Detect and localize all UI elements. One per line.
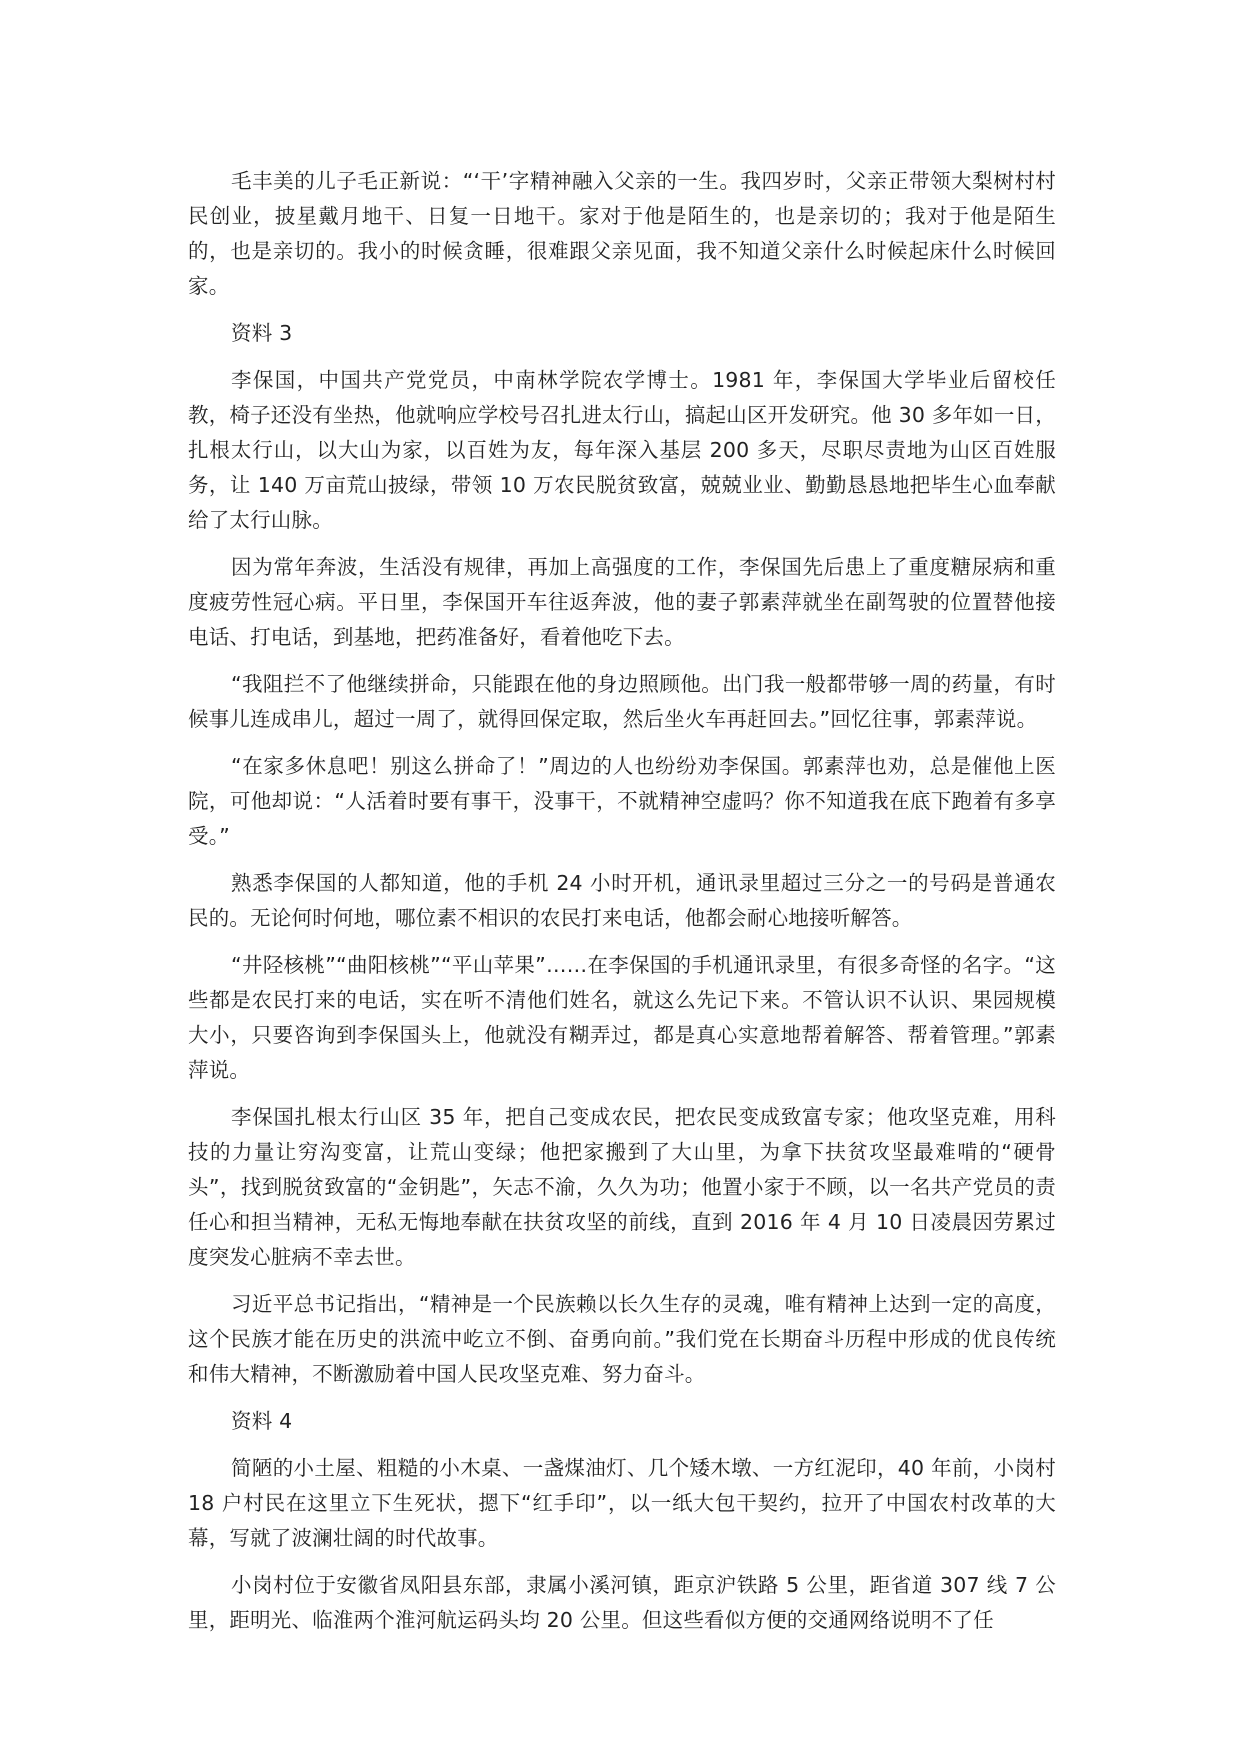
paragraph: 李保国扎根太行山区 35 年，把自己变成农民，把农民变成致富专家；他攻坚克难，用科技的力量让穷沟变富，让荒山变绿；他把家搬到了大山里，为拿下扶贫攻坚最难啃的“硬骨头”，找到脱贫致富的“金钥匙”，矢志不渝，久久为功；他置小家于不顾，以一名共产党员的责任心和担当精神，无私无悔地奉献在扶贫攻坚的前线，直到 2016 年 4 月 10 日凌晨因劳累过度突发心脏病不幸去世。 [188, 1105, 1056, 1269]
paragraph: 熟悉李保国的人都知道，他的手机 24 小时开机，通讯录里超过三分之一的号码是普通农民的。无论何时何地，哪位素不相识的农民打来电话，他都会耐心地接听解答。 [188, 871, 1056, 930]
paragraph: 因为常年奔波，生活没有规律，再加上高强度的工作，李保国先后患上了重度糖尿病和重度疲劳性冠心病。平日里，李保国开车往返奔波，他的妻子郭素萍就坐在副驾驶的位置替他接电话、打电话，到基地，把药准备好，看着他吃下去。 [188, 555, 1056, 649]
paragraph: “井陉核桃”“曲阳核桃”“平山苹果”……在李保国的手机通讯录里，有很多奇怪的名字。“这些都是农民打来的电话，实在听不清他们姓名，就这么先记下来。不管认识不认识、果园规模大小，只要咨询到李保国头上，他就没有糊弄过，都是真心实意地帮着解答、帮着管理。”郭素萍说。 [188, 953, 1056, 1082]
paragraph: “在家多休息吧！别这么拼命了！”周边的人也纷纷劝李保国。郭素萍也劝，总是催他上医院，可他却说：“人活着时要有事干，没事干，不就精神空虚吗？你不知道我在底下跑着有多享受。” [188, 754, 1056, 848]
paragraph: 简陋的小土屋、粗糙的小木桌、一盏煤油灯、几个矮木墩、一方红泥印，40 年前，小岗村 18 户村民在这里立下生死状，摁下“红手印”，以一纸大包干契约，拉开了中国农村改革的大幕，写就了波澜壮阔的时代故事。 [188, 1456, 1056, 1550]
paragraph: 毛丰美的儿子毛正新说：“‘干’字精神融入父亲的一生。我四岁时，父亲正带领大梨树村村民创业，披星戴月地干、日复一日地干。家对于他是陌生的，也是亲切的；我对于他是陌生的，也是亲切的。我小的时候贪睡，很难跟父亲见面，我不知道父亲什么时候起床什么时候回家。 [188, 169, 1056, 298]
paragraph: “我阻拦不了他继续拼命，只能跟在他的身边照顾他。出门我一般都带够一周的药量，有时候事儿连成串儿，超过一周了，就得回保定取，然后坐火车再赶回去。”回忆往事，郭素萍说。 [188, 672, 1056, 731]
paragraph: 习近平总书记指出，“精神是一个民族赖以长久生存的灵魂，唯有精神上达到一定的高度，这个民族才能在历史的洪流中屹立不倒、奋勇向前。”我们党在长期奋斗历程中形成的优良传统和伟大精神，不断激励着中国人民攻坚克难、努力奋斗。 [188, 1292, 1056, 1386]
paragraph: 小岗村位于安徽省凤阳县东部，隶属小溪河镇，距京沪铁路 5 公里，距省道 307 线 7 公里，距明光、临淮两个淮河航运码头均 20 公里。但这些看似方便的交通网络说明不了任 [188, 1573, 1056, 1632]
paragraph: 李保国，中国共产党党员，中南林学院农学博士。1981 年，李保国大学毕业后留校任教，椅子还没有坐热，他就响应学校号召扎进太行山，搞起山区开发研究。他 30 多年如一日，扎根太行山，以大山为家，以百姓为友，每年深入基层 200 多天，尽职尽责地为山区百姓服务，让 140 万亩荒山披绿，带领 10 万农民脱贫致富，兢兢业业、勤勤恳恳地把毕生心血奉献给了太行山脉。 [188, 368, 1056, 532]
document-body [188, 164, 1056, 1650]
section-heading: 资料 4 [231, 1409, 293, 1433]
section-heading: 资料 3 [231, 321, 293, 345]
